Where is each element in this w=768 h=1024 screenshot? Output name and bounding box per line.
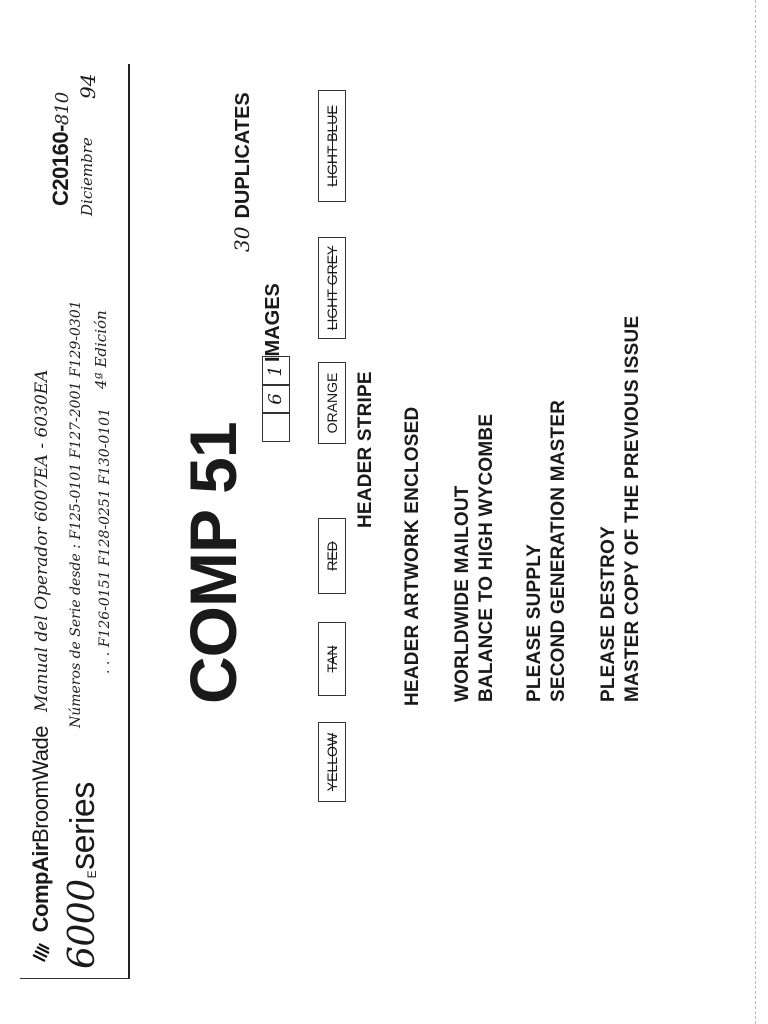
instruction-line: BALANCE TO HIGH WYCOMBE [476,413,497,702]
serial-numbers-line2: . . . F126-0151 F128-0251 F130-0101 [97,408,113,674]
duplicates-qty-handwritten: 30 [230,226,254,252]
compair-logo-icon [29,942,51,964]
series-prefix: 6000 [62,879,103,969]
instruction-line: HEADER ARTWORK ENCLOSED [402,406,423,706]
images-label: IMAGES [262,283,284,362]
date-month-handwritten: Diciembre [78,137,96,216]
stripe-colour-light-grey: LIGHT GREY [318,237,346,339]
instruction-line: SECOND GENERATION MASTER [548,399,569,702]
doc-code-suffix: 810 [52,92,73,126]
instruction-line: PLEASE DESTROY [598,526,619,702]
header-stripe-label: HEADER STRIPE [355,371,376,528]
manual-title-handwritten: Manual del Operador 6007EA - 6030EA [32,369,52,712]
series-word: series [64,782,102,870]
stripe-colour-light-blue: LIGHT BLUE [318,90,346,202]
images-box-1: 6 [262,384,290,414]
duplicates-line [230,92,255,252]
page-title: COMP 51 [176,422,250,704]
compair-logo [28,726,54,964]
header-rule [128,64,130,979]
stripe-colour-tan: TAN [318,622,346,696]
series-logo [62,782,103,969]
date-year-handwritten: 94 [76,73,100,99]
stripe-colour-orange: ORANGE [318,362,346,444]
serial-numbers-line1: Números de Serie desde : F125-0101 F127-2001 F129-0301 [68,300,84,728]
brand-light: BroomWade [28,726,53,843]
stripe-colour-yellow: YELLOW [318,722,346,802]
edition-handwritten: 4ª Edición [92,310,110,389]
instruction-line: WORLDWIDE MAILOUT [452,485,473,702]
instruction-line: MASTER COPY OF THE PREVIOUS ISSUE [622,315,643,702]
scan-edge-line [755,0,756,1024]
document-code [48,92,74,206]
duplicates-label: DUPLICATES [232,92,254,219]
header-left-rule [20,978,128,979]
brand-bold: CompAir [28,842,53,933]
images-box-2: 1 [262,356,290,386]
doc-code-main: C20160- [48,125,73,206]
stripe-colour-red: RED [318,518,346,594]
series-mid: E [85,870,99,879]
images-box-3 [262,412,290,442]
instruction-line: PLEASE SUPPLY [524,543,545,702]
